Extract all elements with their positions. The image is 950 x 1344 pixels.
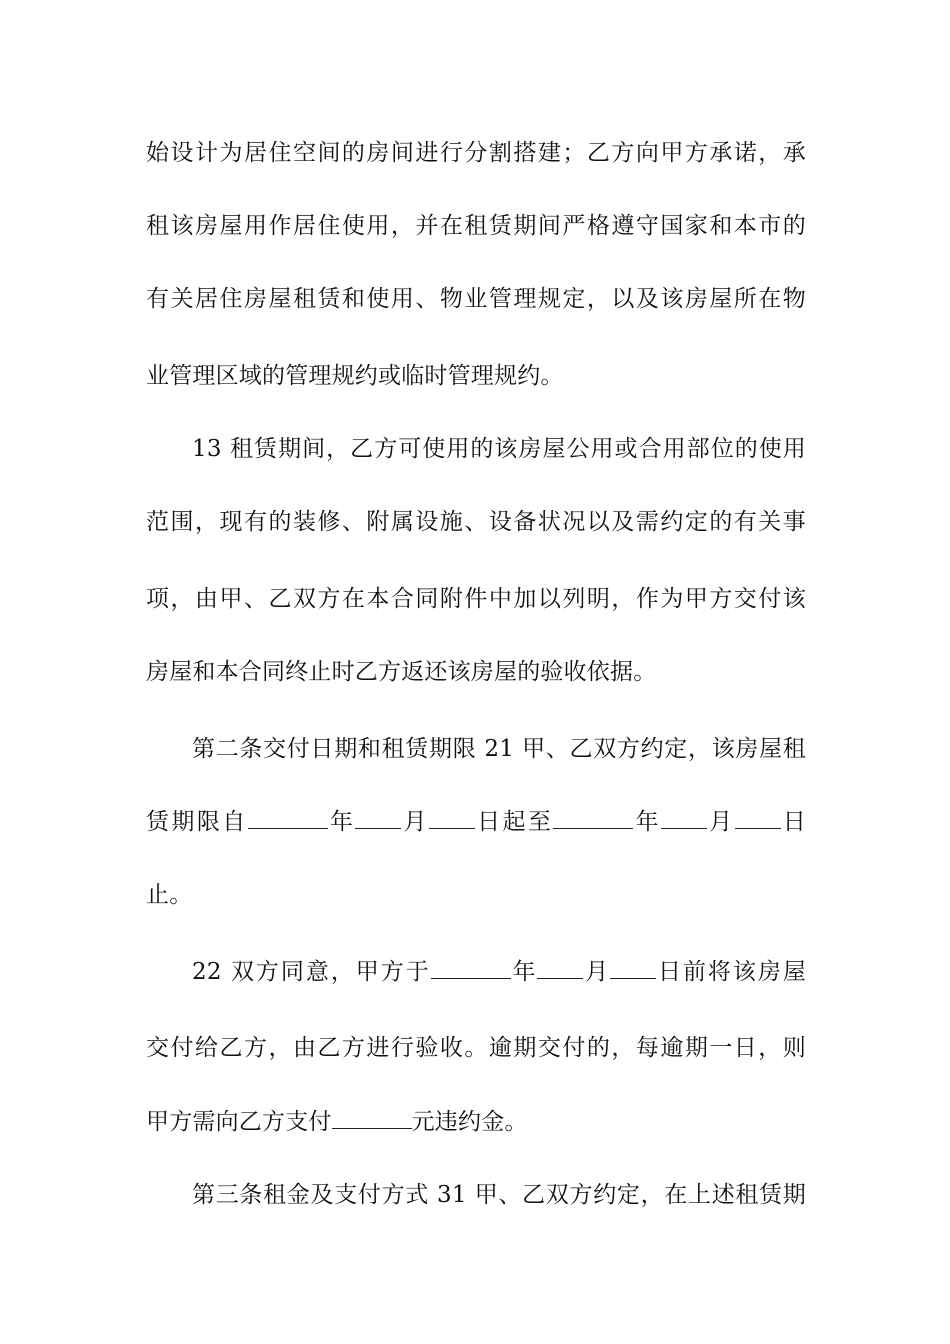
blank-field: [661, 808, 707, 829]
paragraph-line: 13 租赁期间，乙方可使用的该房屋公用或合用部位的使用: [192, 436, 806, 462]
handover-line: [192, 957, 806, 987]
penalty-prefix: 甲方需向乙方支付: [146, 1109, 332, 1135]
lease-term-line: [146, 807, 806, 837]
penalty-line: [146, 1107, 806, 1137]
blank-field: [248, 808, 328, 829]
term-start-text: 赁期限自: [146, 809, 248, 835]
paragraph-line: 范围，现有的装修、附属设施、设备状况以及需约定的有关事: [146, 509, 806, 535]
blank-field: [355, 808, 401, 829]
paragraph-line: 第二条交付日期和租赁期限 21 甲、乙双方约定，该房屋租: [192, 736, 806, 762]
penalty-suffix: 元违约金。: [411, 1109, 528, 1135]
paragraph-line: 业管理区域的管理规约或临时管理规约。: [146, 363, 564, 389]
paragraph-line: 交付给乙方，由乙方进行验收。逾期交付的，每逾期一日，则: [146, 1035, 806, 1061]
term-day-text: 日起至: [474, 809, 554, 835]
paragraph-line: 第三条租金及支付方式 31 甲、乙双方约定，在上述租赁期: [192, 1182, 806, 1208]
paragraph-line: 项，由甲、乙双方在本合同附件中加以列明，作为甲方交付该: [146, 586, 806, 612]
paragraph-line: 始设计为居住空间的房间进行分割搭建；乙方向甲方承诺，承: [146, 140, 806, 166]
blank-field: [332, 1108, 412, 1129]
paragraph-line: 止。: [146, 882, 193, 908]
handover-month-text: 月: [583, 959, 611, 985]
handover-day-text: 日前将该房屋: [656, 959, 807, 985]
blank-field: [429, 808, 475, 829]
paragraph-line: 租该房屋用作居住使用，并在租赁期间严格遵守国家和本市的: [146, 213, 806, 239]
paragraph-line: 有关居住房屋租赁和使用、物业管理规定，以及该房屋所在物: [146, 286, 806, 312]
blank-field: [735, 808, 781, 829]
blank-field: [537, 958, 583, 979]
blank-field: [553, 808, 633, 829]
blank-field: [431, 958, 511, 979]
term-year-text: 年: [633, 809, 661, 835]
term-day-text: 日: [780, 809, 807, 835]
term-month-text: 月: [401, 809, 429, 835]
term-month-text: 月: [706, 809, 735, 835]
paragraph-line: 房屋和本合同终止时乙方返还该房屋的验收依据。: [146, 659, 657, 685]
handover-year-text: 年: [510, 959, 538, 985]
blank-field: [610, 958, 656, 979]
handover-prefix: 22 双方同意，甲方于: [192, 959, 431, 985]
term-year-text: 年: [327, 809, 356, 835]
